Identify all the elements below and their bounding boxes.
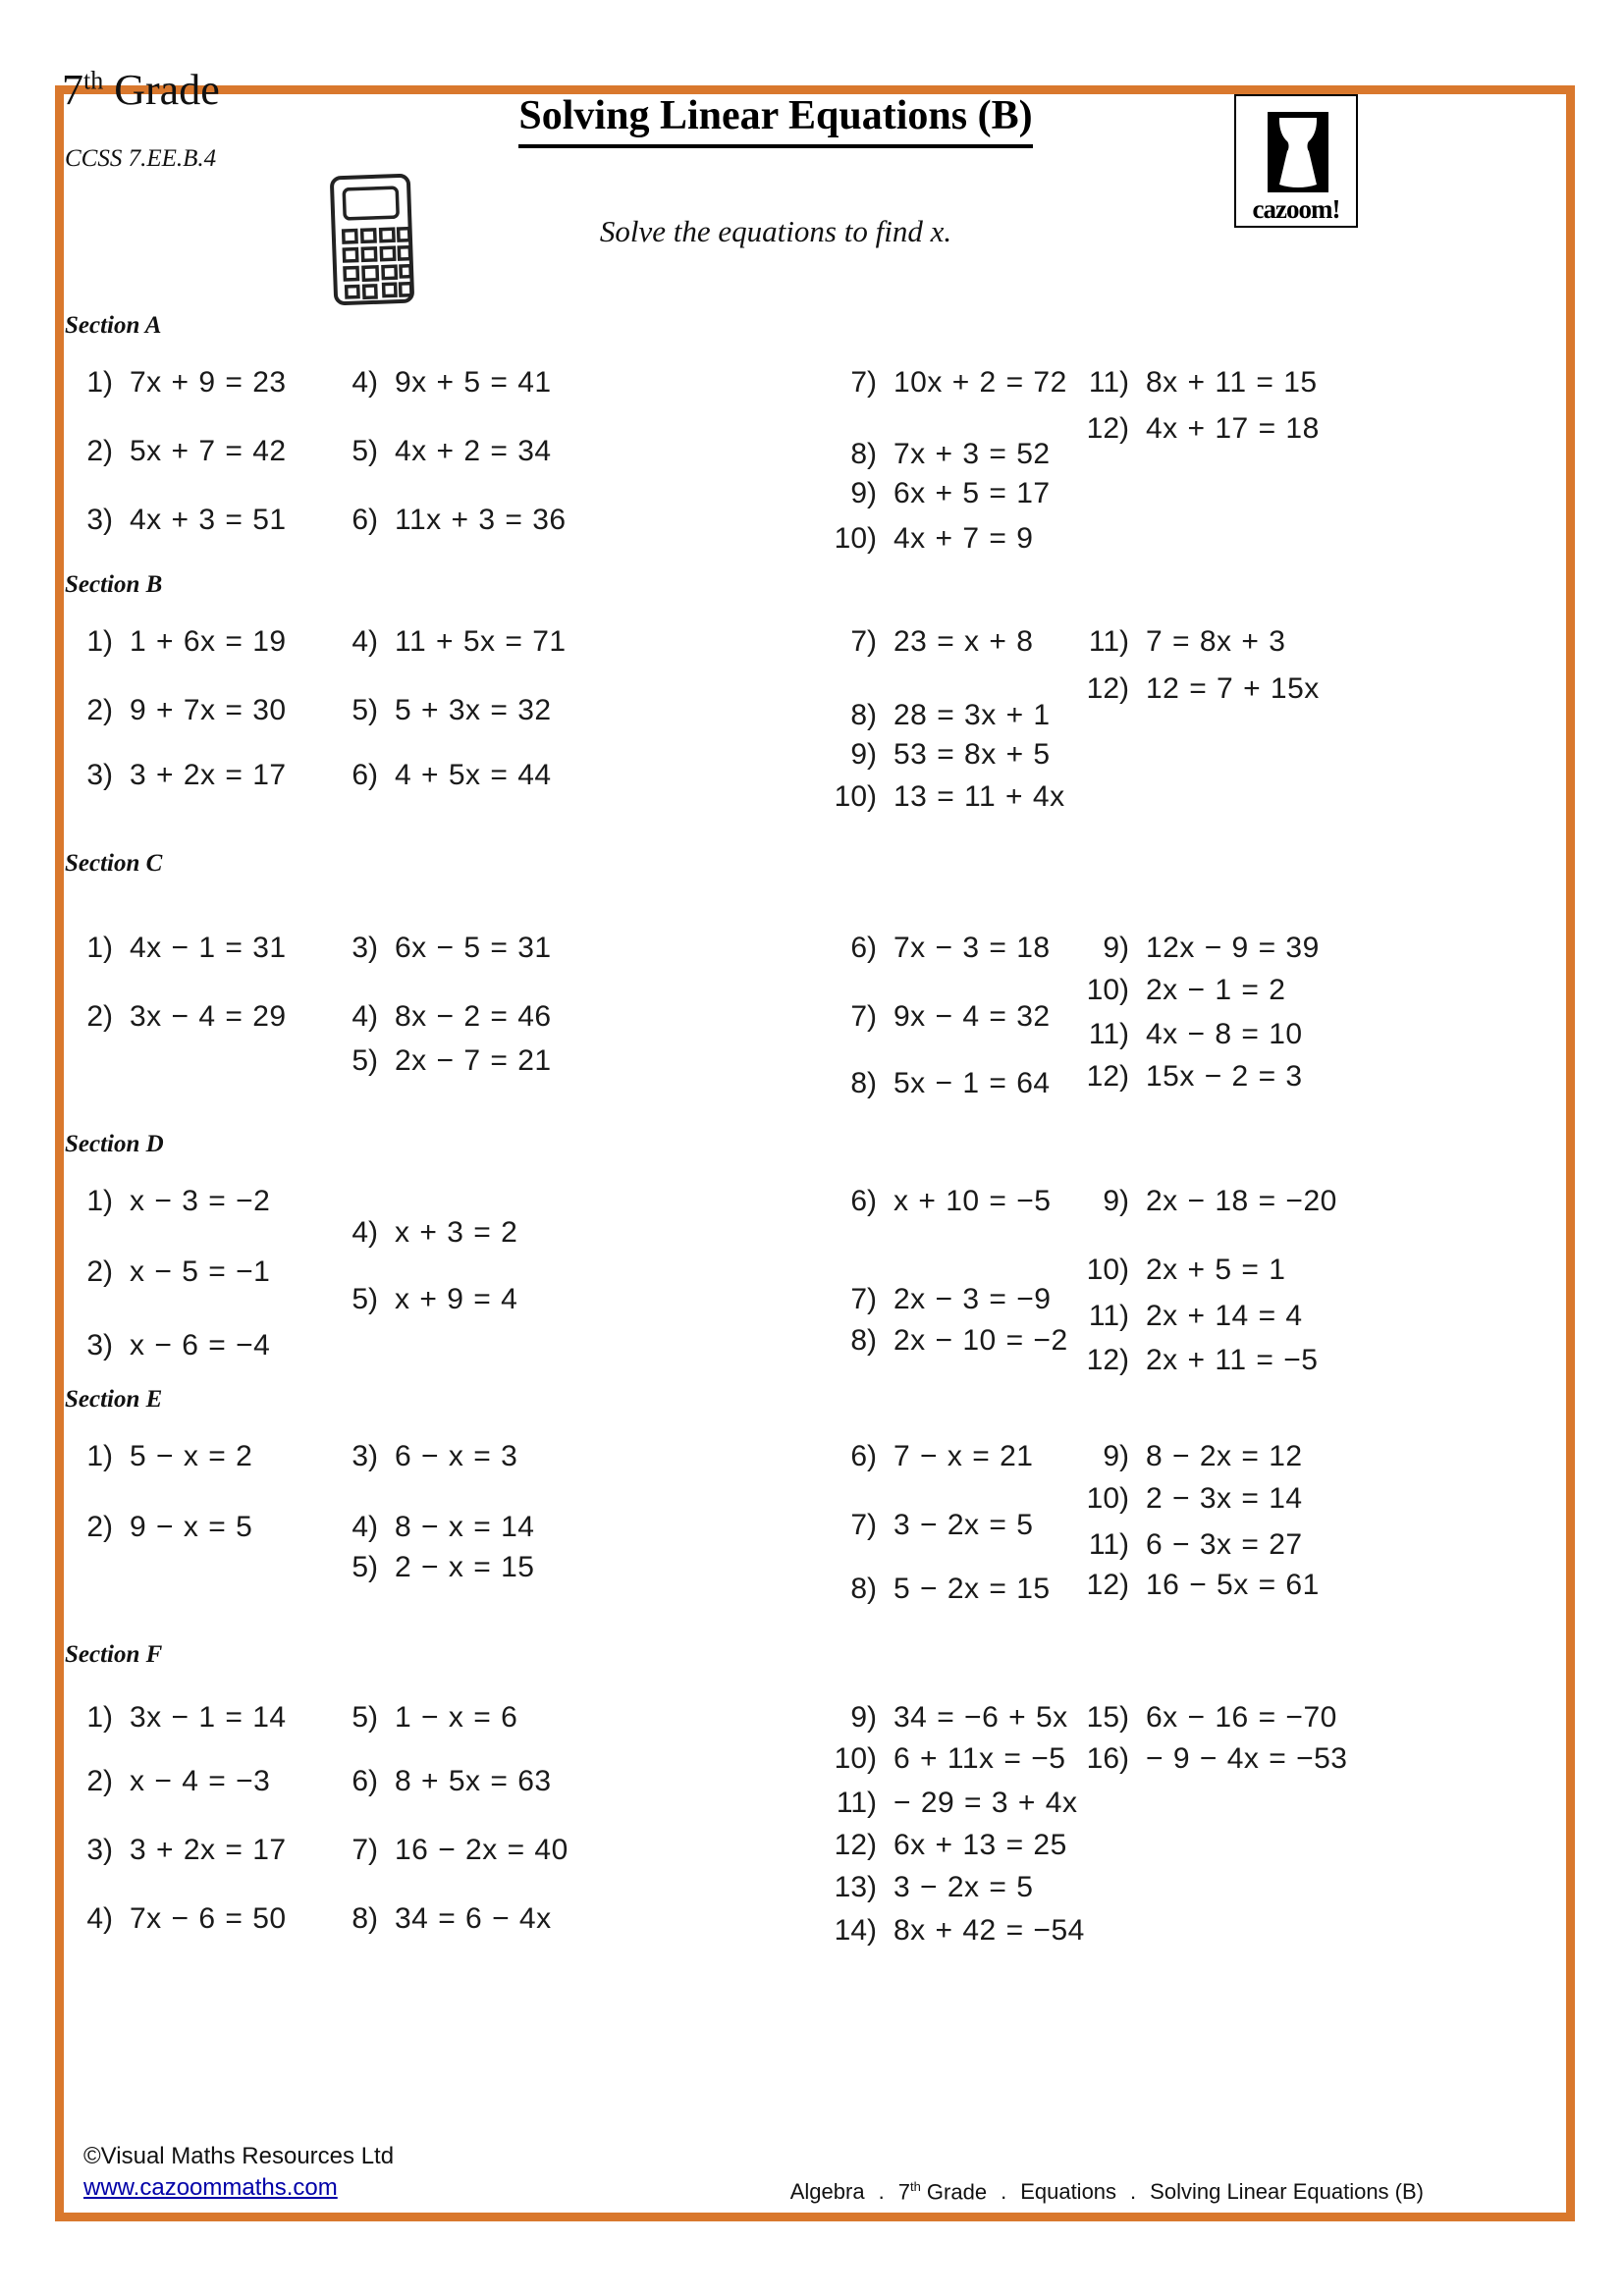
equation-number: 3) xyxy=(86,1329,113,1362)
equation-number: 4) xyxy=(86,1902,113,1935)
equation-number: 4) xyxy=(352,625,378,658)
equation-item xyxy=(59,1899,287,1939)
equation-item xyxy=(1075,1566,1320,1605)
equation-number: 9) xyxy=(1103,1440,1129,1472)
equation-text: x − 5 = −1 xyxy=(130,1255,271,1288)
equation-column xyxy=(823,1182,1068,1361)
equation-item xyxy=(823,435,1067,474)
equation-text: 5x − 1 = 64 xyxy=(893,1067,1051,1099)
equation-number: 11) xyxy=(1088,1528,1129,1561)
equation-item xyxy=(59,756,287,795)
equation-item xyxy=(59,622,287,662)
equation-number: 4) xyxy=(352,1000,378,1033)
equation-text: 8x + 42 = −54 xyxy=(893,1914,1085,1947)
equation-text: 6x + 5 = 17 xyxy=(893,477,1051,509)
equation-column xyxy=(324,363,567,540)
equation-column xyxy=(823,929,1051,1103)
equation-text: 34 = −6 + 5x xyxy=(893,1701,1068,1734)
equation-item xyxy=(1075,1182,1337,1221)
equation-text: 6 − 3x = 27 xyxy=(1146,1528,1303,1561)
equation-text: x − 4 = −3 xyxy=(130,1765,271,1797)
equation-item xyxy=(823,1784,1085,1823)
equation-item xyxy=(823,474,1067,513)
equation-number: 12) xyxy=(1086,1060,1129,1093)
equation-text: 53 = 8x + 5 xyxy=(893,738,1051,771)
equation-number: 2) xyxy=(86,435,113,467)
equation-number: 7) xyxy=(850,1000,877,1033)
equation-text: 3 − 2x = 5 xyxy=(893,1509,1034,1541)
equation-text: 9 − x = 5 xyxy=(130,1511,253,1543)
equation-number: 10) xyxy=(1086,1482,1129,1515)
equation-item xyxy=(1075,1341,1337,1380)
equation-text: 8 − x = 14 xyxy=(395,1511,535,1543)
equation-text: 2x − 1 = 2 xyxy=(1146,974,1286,1006)
equation-item xyxy=(1075,929,1320,968)
cazoom-logo xyxy=(1234,94,1358,228)
equation-item xyxy=(823,735,1065,774)
equation-column xyxy=(823,622,1065,817)
equation-item xyxy=(324,363,567,402)
equation-text: 9 + 7x = 30 xyxy=(130,694,287,726)
equation-number: 4) xyxy=(352,1511,378,1543)
equation-item xyxy=(823,1064,1051,1103)
equation-number: 8) xyxy=(352,1902,378,1935)
equation-item xyxy=(823,519,1067,559)
section-label: Section A xyxy=(65,312,162,339)
equation-text: 5 − x = 2 xyxy=(130,1440,253,1472)
equation-text: 2x − 18 = −20 xyxy=(1146,1185,1337,1217)
equation-item xyxy=(1075,1297,1337,1336)
equation-number: 2) xyxy=(86,1255,113,1288)
equation-column xyxy=(823,1437,1051,1609)
breadcrumb-separator: . xyxy=(1130,2179,1137,2205)
equation-number: 6) xyxy=(352,759,378,791)
equation-column xyxy=(324,1213,517,1319)
equation-number: 5) xyxy=(352,1701,378,1734)
breadcrumb-separator: . xyxy=(1001,2179,1007,2205)
equation-text: 28 = 3x + 1 xyxy=(893,699,1051,731)
breadcrumb-item: Solving Linear Equations (B) xyxy=(1150,2179,1424,2205)
equation-text: 4x − 8 = 10 xyxy=(1146,1018,1303,1050)
equation-text: 7x + 3 = 52 xyxy=(893,438,1051,470)
equation-number: 12) xyxy=(1086,672,1129,705)
equation-number: 3) xyxy=(86,1834,113,1866)
equation-column xyxy=(1075,1182,1337,1380)
equation-item xyxy=(324,756,567,795)
equation-text: 7 − x = 21 xyxy=(893,1440,1034,1472)
equation-text: 5 − 2x = 15 xyxy=(893,1573,1051,1605)
equation-number: 14) xyxy=(834,1914,877,1947)
equation-item xyxy=(59,1253,270,1292)
equation-number: 6) xyxy=(850,1185,877,1217)
equation-column xyxy=(59,929,287,1037)
equation-item xyxy=(1075,409,1320,449)
equation-item xyxy=(59,1762,287,1801)
equation-text: 2 − 3x = 14 xyxy=(1146,1482,1303,1515)
equation-text: 8x + 11 = 15 xyxy=(1146,366,1318,399)
equation-number: 10) xyxy=(834,522,877,555)
section-label: Section F xyxy=(65,1641,163,1668)
equation-item xyxy=(823,1321,1068,1361)
equation-text: − 9 − 4x = −53 xyxy=(1146,1742,1348,1775)
equation-number: 2) xyxy=(86,1765,113,1797)
equation-number: 8) xyxy=(850,699,877,731)
equation-number: 3) xyxy=(86,504,113,536)
equation-number: 2) xyxy=(86,1000,113,1033)
equation-number: 1) xyxy=(86,932,113,964)
equation-item xyxy=(59,363,287,402)
equation-column xyxy=(59,1698,287,1939)
equation-number: 7) xyxy=(850,366,877,399)
equation-column xyxy=(59,363,287,540)
equation-number: 5) xyxy=(352,1044,378,1077)
equation-item xyxy=(1075,363,1320,402)
equation-text: 23 = x + 8 xyxy=(893,625,1034,658)
equation-text: x − 3 = −2 xyxy=(130,1185,271,1217)
equation-number: 9) xyxy=(1103,1185,1129,1217)
equation-number: 8) xyxy=(850,1067,877,1099)
equation-text: 2x + 11 = −5 xyxy=(1146,1344,1319,1376)
djembe-drum-icon xyxy=(1268,112,1328,192)
equation-number: 7) xyxy=(352,1834,378,1866)
equation-number: 15) xyxy=(1086,1701,1129,1734)
equation-number: 5) xyxy=(352,435,378,467)
equation-item xyxy=(823,363,1067,402)
equation-number: 10) xyxy=(1086,974,1129,1006)
breadcrumb-item: Algebra xyxy=(789,2179,865,2205)
equation-number: 1) xyxy=(86,366,113,399)
equation-text: 5x + 7 = 42 xyxy=(130,435,287,467)
equation-item xyxy=(324,1831,568,1870)
equation-number: 6) xyxy=(352,1765,378,1797)
equation-number: 2) xyxy=(86,694,113,726)
equation-number: 8) xyxy=(850,1324,877,1357)
equation-text: 10x + 2 = 72 xyxy=(893,366,1067,399)
equation-number: 3) xyxy=(352,1440,378,1472)
equation-item xyxy=(324,501,567,540)
equation-item xyxy=(823,1911,1085,1950)
equation-number: 10) xyxy=(1086,1254,1129,1286)
equation-text: 12x − 9 = 39 xyxy=(1146,932,1320,964)
equation-text: 3 + 2x = 17 xyxy=(130,1834,287,1866)
equation-column xyxy=(1075,622,1320,709)
equation-number: 2) xyxy=(86,1511,113,1543)
equation-text: 6x − 5 = 31 xyxy=(395,932,552,964)
equation-item xyxy=(59,1326,270,1365)
equation-text: 1 − x = 6 xyxy=(395,1701,518,1734)
equation-text: 1 + 6x = 19 xyxy=(130,625,287,658)
equation-column xyxy=(823,363,1067,559)
equation-text: 2x − 7 = 21 xyxy=(395,1044,552,1077)
equation-item xyxy=(823,1698,1085,1737)
equation-text: 2 − x = 15 xyxy=(395,1551,535,1583)
breadcrumb xyxy=(790,2179,1424,2205)
section-label: Section E xyxy=(65,1386,163,1413)
equation-column xyxy=(59,1437,252,1547)
equation-column xyxy=(823,1698,1085,1950)
equation-item xyxy=(823,622,1065,662)
equation-text: x + 9 = 4 xyxy=(395,1283,518,1315)
equation-text: 6 − x = 3 xyxy=(395,1440,518,1472)
equation-column xyxy=(1075,1698,1348,1779)
equation-text: 5 + 3x = 32 xyxy=(395,694,552,726)
equation-item xyxy=(324,1280,517,1319)
equation-column xyxy=(59,622,287,795)
equation-text: 8x − 2 = 46 xyxy=(395,1000,552,1033)
equation-item xyxy=(324,997,552,1037)
equation-text: 34 = 6 − 4x xyxy=(395,1902,552,1935)
equation-text: 3 + 2x = 17 xyxy=(130,759,287,791)
equation-column xyxy=(324,1698,568,1939)
equation-item xyxy=(59,1831,287,1870)
equation-item xyxy=(324,1762,568,1801)
equation-text: 11x + 3 = 36 xyxy=(395,504,567,536)
equation-text: 3x − 1 = 14 xyxy=(130,1701,287,1734)
equation-number: 11) xyxy=(1088,625,1129,658)
equation-item xyxy=(59,691,287,730)
equation-number: 7) xyxy=(850,1509,877,1541)
equation-item xyxy=(823,1280,1068,1319)
equation-number: 8) xyxy=(850,1573,877,1605)
equation-number: 12) xyxy=(1086,412,1129,445)
equation-item xyxy=(59,432,287,471)
equation-item xyxy=(823,1437,1051,1476)
equation-number: 10) xyxy=(834,780,877,813)
equation-item xyxy=(823,1826,1085,1865)
equation-item xyxy=(823,1570,1051,1609)
equation-item xyxy=(324,1899,568,1939)
equation-text: 9x − 4 = 32 xyxy=(893,1000,1051,1033)
equation-number: 8) xyxy=(850,438,877,470)
equation-text: x + 10 = −5 xyxy=(893,1185,1052,1217)
equation-item xyxy=(324,691,567,730)
equation-item xyxy=(823,1868,1085,1907)
page-title: Solving Linear Equations (B) xyxy=(518,92,1032,148)
equation-number: 1) xyxy=(86,1701,113,1734)
equation-number: 9) xyxy=(850,1701,877,1734)
equation-item xyxy=(59,1437,252,1476)
equation-number: 11) xyxy=(1088,1018,1129,1050)
equation-text: 4x + 17 = 18 xyxy=(1146,412,1320,445)
equation-text: 2x + 14 = 4 xyxy=(1146,1300,1303,1332)
equation-text: 4x + 3 = 51 xyxy=(130,504,287,536)
equation-item xyxy=(823,1182,1068,1221)
logo-wordmark: cazoom! xyxy=(1252,194,1340,224)
equation-item xyxy=(1075,1739,1348,1779)
equation-number: 12) xyxy=(834,1829,877,1861)
equation-text: 2x + 5 = 1 xyxy=(1146,1254,1286,1286)
equation-number: 1) xyxy=(86,1440,113,1472)
equation-item xyxy=(59,1698,287,1737)
equation-item xyxy=(823,929,1051,968)
section-label: Section D xyxy=(65,1131,164,1157)
equation-number: 9) xyxy=(850,477,877,509)
website-link[interactable]: www.cazoommaths.com xyxy=(83,2174,338,2201)
breadcrumb-item: Equations xyxy=(1020,2179,1117,2205)
equation-text: 4x + 2 = 34 xyxy=(395,435,552,467)
equation-number: 12) xyxy=(1086,1569,1129,1601)
equation-text: 7x − 3 = 18 xyxy=(893,932,1051,964)
section-label: Section C xyxy=(65,850,163,877)
equation-text: 9x + 5 = 41 xyxy=(395,366,552,399)
equation-text: 2x − 10 = −2 xyxy=(893,1324,1068,1357)
equation-number: 3) xyxy=(352,932,378,964)
equation-item xyxy=(324,1698,568,1737)
equation-column xyxy=(1075,1437,1320,1605)
equation-text: 8 + 5x = 63 xyxy=(395,1765,552,1797)
equation-item xyxy=(324,622,567,662)
equation-item xyxy=(1075,622,1320,662)
equation-column xyxy=(324,1437,534,1587)
equation-text: 15x − 2 = 3 xyxy=(1146,1060,1303,1093)
equation-text: 4x − 1 = 31 xyxy=(130,932,287,964)
equation-number: 9) xyxy=(850,738,877,771)
worksheet-title-wrap xyxy=(461,92,1090,148)
equation-item xyxy=(324,432,567,471)
equation-item xyxy=(823,997,1051,1037)
grade-title: 7th Grade xyxy=(62,66,220,114)
equation-number: 16) xyxy=(1086,1742,1129,1775)
equation-item xyxy=(1075,669,1320,709)
equation-number: 9) xyxy=(1103,932,1129,964)
worksheet-subtitle-wrap xyxy=(461,214,1090,249)
equation-item xyxy=(1075,1057,1320,1096)
equation-text: 4 + 5x = 44 xyxy=(395,759,552,791)
breadcrumb-item: 7th Grade xyxy=(897,2179,988,2205)
equation-column xyxy=(1075,363,1320,449)
equation-number: 12) xyxy=(1086,1344,1129,1376)
equation-text: − 29 = 3 + 4x xyxy=(893,1787,1078,1819)
equation-number: 1) xyxy=(86,625,113,658)
breadcrumb-separator: . xyxy=(878,2179,885,2205)
equation-text: 16 − 2x = 40 xyxy=(395,1834,568,1866)
calculator-icon xyxy=(328,173,417,307)
equation-item xyxy=(324,1508,534,1547)
equation-text: 4x + 7 = 9 xyxy=(893,522,1034,555)
equation-number: 11) xyxy=(1088,1300,1129,1332)
equation-text: 12 = 7 + 15x xyxy=(1146,672,1320,705)
equation-item xyxy=(324,1548,534,1587)
equation-text: 6x − 16 = −70 xyxy=(1146,1701,1337,1734)
equation-item xyxy=(1075,1698,1348,1737)
equation-item xyxy=(823,696,1065,735)
equation-text: 2x − 3 = −9 xyxy=(893,1283,1052,1315)
equation-number: 10) xyxy=(834,1742,877,1775)
section-label: Section B xyxy=(65,571,163,598)
equation-item xyxy=(324,1213,517,1253)
equation-text: x + 3 = 2 xyxy=(395,1216,518,1249)
equation-number: 5) xyxy=(352,694,378,726)
equation-number: 3) xyxy=(86,759,113,791)
instructions-text: Solve the equations to find x. xyxy=(599,214,952,248)
equation-text: 13 = 11 + 4x xyxy=(893,780,1065,813)
equation-number: 4) xyxy=(352,366,378,399)
equation-item xyxy=(1075,1251,1337,1290)
equation-number: 6) xyxy=(850,932,877,964)
copyright-text: ©Visual Maths Resources Ltd xyxy=(83,2143,395,2169)
equation-item xyxy=(59,929,287,968)
ccss-standard-label: CCSS 7.EE.B.4 xyxy=(65,145,217,172)
equation-text: 7 = 8x + 3 xyxy=(1146,625,1286,658)
equation-number: 6) xyxy=(850,1440,877,1472)
equation-number: 1) xyxy=(86,1185,113,1217)
equation-column xyxy=(324,622,567,795)
equation-item xyxy=(823,1739,1085,1779)
equation-column xyxy=(324,929,552,1081)
equation-number: 13) xyxy=(834,1871,877,1903)
equation-item xyxy=(324,1041,552,1081)
equation-item xyxy=(1075,1015,1320,1054)
equation-number: 5) xyxy=(352,1283,378,1315)
equation-item xyxy=(1075,971,1320,1010)
equation-item xyxy=(1075,1479,1320,1519)
equation-item xyxy=(59,997,287,1037)
equation-number: 11) xyxy=(1088,366,1129,399)
equation-item xyxy=(59,1508,252,1547)
equation-text: 16 − 5x = 61 xyxy=(1146,1569,1320,1601)
equation-item xyxy=(59,501,287,540)
equation-item xyxy=(324,929,552,968)
equation-item xyxy=(59,1182,270,1221)
equation-column xyxy=(59,1182,270,1365)
equation-number: 7) xyxy=(850,1283,877,1315)
equation-item xyxy=(823,1506,1051,1545)
equation-column xyxy=(1075,929,1320,1096)
equation-text: 6x + 13 = 25 xyxy=(893,1829,1067,1861)
equation-item xyxy=(823,777,1065,817)
equation-number: 6) xyxy=(352,504,378,536)
equation-number: 7) xyxy=(850,625,877,658)
equation-item xyxy=(324,1437,534,1476)
equation-text: 3x − 4 = 29 xyxy=(130,1000,287,1033)
equation-text: 3 − 2x = 5 xyxy=(893,1871,1034,1903)
equation-text: 6 + 11x = −5 xyxy=(893,1742,1066,1775)
equation-text: 7x + 9 = 23 xyxy=(130,366,287,399)
equation-number: 11) xyxy=(836,1787,877,1819)
equation-item xyxy=(1075,1525,1320,1565)
equation-item xyxy=(1075,1437,1320,1476)
equation-number: 5) xyxy=(352,1551,378,1583)
equation-text: 8 − 2x = 12 xyxy=(1146,1440,1303,1472)
equation-text: x − 6 = −4 xyxy=(130,1329,271,1362)
equation-text: 11 + 5x = 71 xyxy=(395,625,567,658)
equation-number: 4) xyxy=(352,1216,378,1249)
equation-text: 7x − 6 = 50 xyxy=(130,1902,287,1935)
